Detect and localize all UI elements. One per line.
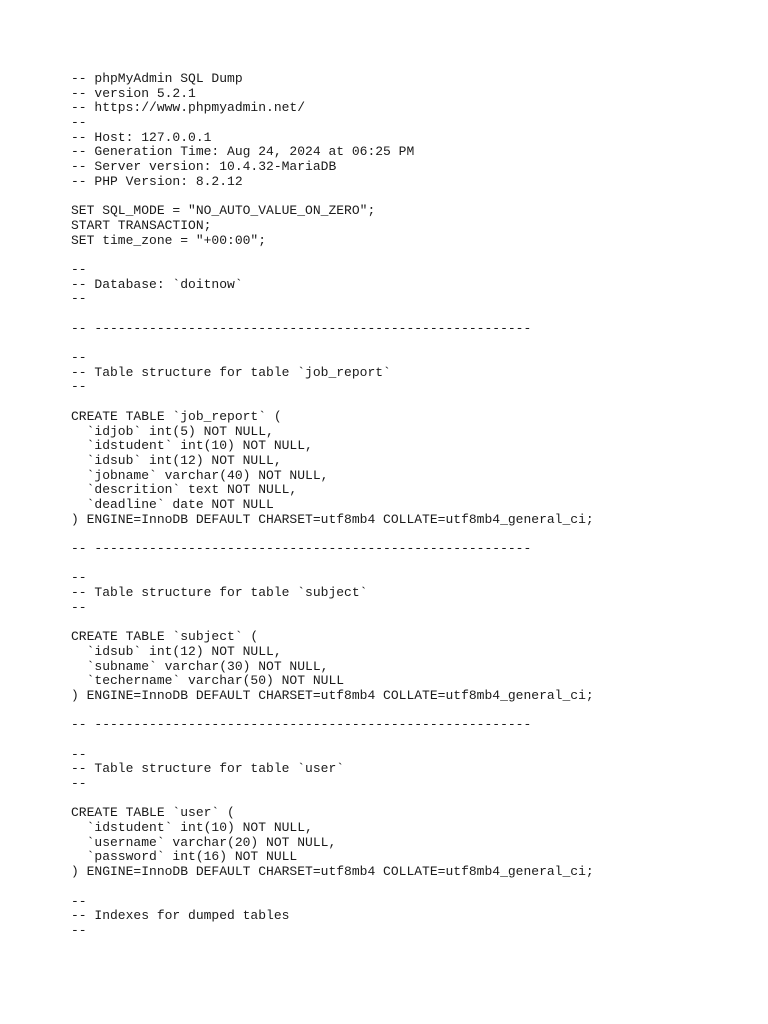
code-line: `jobname` varchar(40) NOT NULL, [71, 467, 329, 483]
code-line: `techername` varchar(50) NOT NULL [71, 673, 345, 689]
code-line: ) ENGINE=InnoDB DEFAULT CHARSET=utf8mb4 COLLATE=utf8mb4_general_ci; [71, 511, 594, 527]
code-line [71, 307, 594, 322]
code-line: CREATE TABLE `subject` ( [71, 629, 259, 645]
code-line: CREATE TABLE `job_report` ( [71, 408, 282, 424]
code-line [71, 880, 594, 895]
code-line: `idstudent` int(10) NOT NULL, [71, 820, 313, 836]
code-line [71, 792, 594, 807]
code-line [71, 615, 594, 630]
code-line [71, 704, 594, 719]
code-line: -- [71, 893, 87, 909]
code-line: -- Server version: 10.4.32-MariaDB [71, 159, 337, 175]
sql-dump-text [71, 72, 594, 939]
code-line [71, 733, 594, 748]
code-line [71, 557, 594, 572]
code-line: -- Table structure for table `user` [71, 761, 345, 777]
code-line: SET time_zone = "+00:00"; [71, 232, 267, 248]
code-line: CREATE TABLE `user` ( [71, 805, 235, 821]
code-line: -- -------------------------------------------------------- [71, 717, 532, 733]
code-line: `username` varchar(20) NOT NULL, [71, 834, 337, 850]
code-line: SET SQL_MODE = "NO_AUTO_VALUE_ON_ZERO"; [71, 203, 376, 219]
code-line [71, 336, 594, 351]
code-line: `password` int(16) NOT NULL [71, 849, 298, 865]
code-line: -- [71, 115, 87, 131]
code-line: ) ENGINE=InnoDB DEFAULT CHARSET=utf8mb4 COLLATE=utf8mb4_general_ci; [71, 687, 594, 703]
code-line: `subname` varchar(30) NOT NULL, [71, 658, 329, 674]
code-line: -- [71, 922, 87, 938]
code-line: ) ENGINE=InnoDB DEFAULT CHARSET=utf8mb4 COLLATE=utf8mb4_general_ci; [71, 864, 594, 880]
code-line: -- Indexes for dumped tables [71, 908, 290, 924]
code-line: -- PHP Version: 8.2.12 [71, 173, 243, 189]
code-line: -- phpMyAdmin SQL Dump [71, 71, 243, 86]
code-line: -- -------------------------------------------------------- [71, 320, 532, 336]
code-line: -- Database: `doitnow` [71, 276, 243, 292]
code-line: -- Host: 127.0.0.1 [71, 129, 212, 145]
code-line: -- [71, 291, 87, 307]
code-line: `descrition` text NOT NULL, [71, 482, 298, 498]
code-line: -- [71, 379, 87, 395]
code-line: -- -------------------------------------------------------- [71, 541, 532, 556]
code-line: -- Generation Time: Aug 24, 2024 at 06:25 PM [71, 144, 415, 160]
code-line [71, 248, 594, 263]
code-line: -- [71, 599, 87, 615]
code-line: -- [71, 776, 87, 791]
code-line [71, 190, 594, 205]
code-line: -- [71, 746, 87, 762]
code-line [71, 527, 594, 542]
code-line [71, 395, 594, 410]
code-line: -- version 5.2.1 [71, 85, 196, 101]
code-line: -- Table structure for table `subject` [71, 585, 368, 601]
code-line: `idjob` int(5) NOT NULL, [71, 423, 274, 439]
code-line: -- https://www.phpmyadmin.net/ [71, 100, 306, 116]
code-line: `deadline` date NOT NULL [71, 496, 274, 512]
code-line: `idstudent` int(10) NOT NULL, [71, 438, 313, 454]
code-line: -- [71, 350, 87, 366]
code-line: -- [71, 570, 87, 586]
code-line: -- [71, 261, 87, 277]
code-line: `idsub` int(12) NOT NULL, [71, 452, 282, 468]
code-line: `idsub` int(12) NOT NULL, [71, 643, 282, 659]
code-line: -- Table structure for table `job_report` [71, 364, 391, 380]
code-line: START TRANSACTION; [71, 217, 212, 233]
